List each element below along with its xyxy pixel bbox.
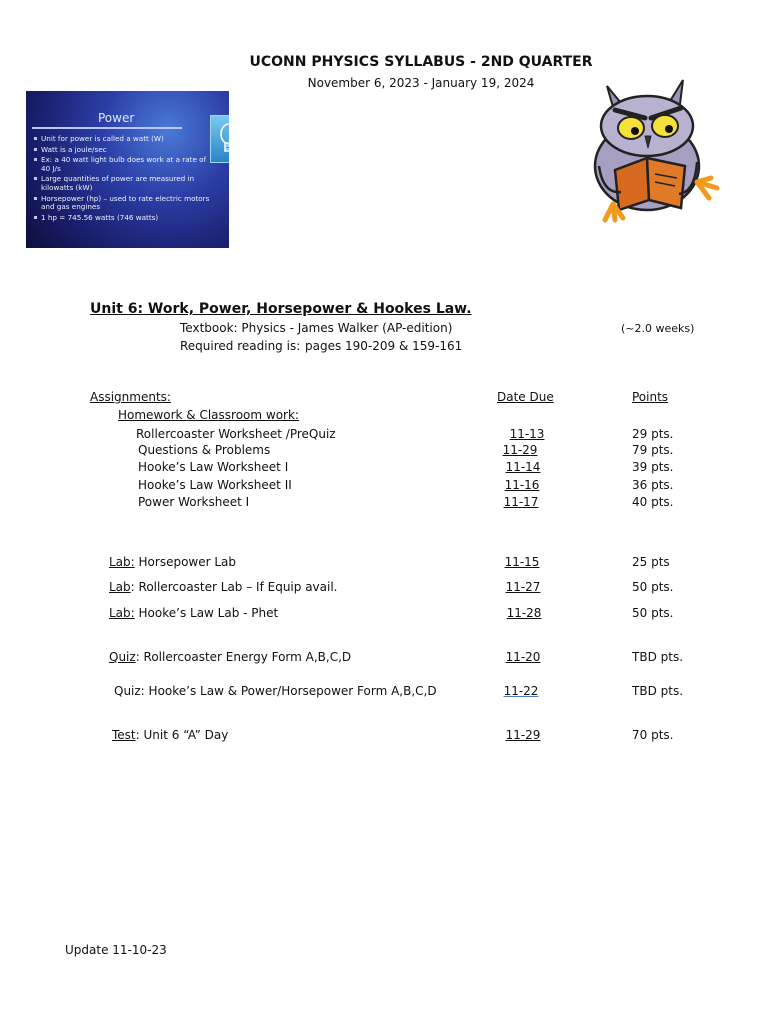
assignment-name: Hooke’s Law Worksheet I bbox=[138, 460, 289, 474]
slide-bullet: Horsepower (hp) – used to rate electric motors and gas engines bbox=[34, 195, 212, 212]
unit-title: Unit 6: Work, Power, Horsepower & Hookes Law. bbox=[90, 301, 472, 317]
slide-divider bbox=[32, 127, 182, 129]
date-due-header: Date Due bbox=[497, 390, 554, 404]
assignment-due: 11-29 bbox=[502, 443, 538, 457]
assignment-points: 29 pts. bbox=[632, 427, 674, 441]
assignment-name: Hooke’s Law Worksheet II bbox=[138, 478, 292, 492]
assignment-name: Power Worksheet I bbox=[138, 495, 250, 509]
unit-duration: (~2.0 weeks) bbox=[621, 322, 695, 335]
test-due: 11-29 bbox=[505, 728, 541, 742]
quiz-name: : Rollercoaster Energy Form A,B,C,D bbox=[135, 650, 352, 664]
lab-due: 11-15 bbox=[504, 555, 540, 569]
test-name: : Unit 6 “A” Day bbox=[135, 728, 229, 742]
assignment-points: 36 pts. bbox=[632, 478, 674, 492]
assignment-points: 79 pts. bbox=[632, 443, 674, 457]
required-reading-label: Required reading is: bbox=[180, 339, 301, 353]
test-points: 70 pts. bbox=[632, 728, 674, 742]
quiz-due: 11-22 bbox=[503, 684, 539, 698]
required-reading-pages: pages 190-209 & 159-161 bbox=[305, 339, 463, 353]
lab-name: Hooke’s Law Lab - Phet bbox=[134, 606, 279, 620]
lab-kind: Lab: bbox=[109, 555, 135, 569]
assignment-due: 11-13 bbox=[509, 427, 545, 441]
test-item bbox=[112, 728, 228, 742]
lab-name: Horsepower Lab bbox=[134, 555, 237, 569]
quiz-points: TBD pts. bbox=[632, 684, 684, 698]
lab-due: 11-27 bbox=[505, 580, 541, 594]
lab-item bbox=[109, 555, 236, 569]
textbook-line: Textbook: Physics - James Walker (AP-edition) bbox=[180, 321, 453, 335]
assignment-due: 11-17 bbox=[503, 495, 539, 509]
lab-points: 50 pts. bbox=[632, 580, 674, 594]
assignments-header: Assignments: bbox=[90, 390, 171, 404]
quiz-kind: Quiz bbox=[109, 650, 136, 664]
slide-bullet: Large quantities of power are measured in kilowatts (kW) bbox=[34, 175, 212, 192]
page-title: UCONN PHYSICS SYLLABUS - 2ND QUARTER bbox=[249, 54, 593, 70]
assignment-name: Rollercoaster Worksheet /PreQuiz bbox=[136, 427, 336, 441]
lab-name: : Rollercoaster Lab – If Equip avail. bbox=[130, 580, 338, 594]
slide-bullet: Watt is a joule/sec bbox=[34, 146, 212, 155]
quiz-due: 11-20 bbox=[505, 650, 541, 664]
light-bulb-icon bbox=[210, 115, 229, 163]
lab-item bbox=[109, 580, 337, 594]
slide-bullet: Ex: a 40 watt light bulb does work at a rate of 40 J/s bbox=[34, 156, 212, 173]
homework-label: Homework & Classroom work: bbox=[118, 408, 299, 422]
assignment-points: 40 pts. bbox=[632, 495, 674, 509]
assignment-due: 11-14 bbox=[505, 460, 541, 474]
lab-kind: Lab bbox=[109, 580, 131, 594]
slide-title: Power bbox=[98, 111, 135, 125]
quiz-points: TBD pts. bbox=[632, 650, 684, 664]
slide-bullet: Unit for power is called a watt (W) bbox=[34, 135, 212, 144]
update-note: Update 11-10-23 bbox=[65, 943, 167, 957]
assignment-name: Questions & Problems bbox=[138, 443, 271, 457]
power-slide-image bbox=[26, 91, 229, 248]
quiz-item bbox=[114, 684, 437, 698]
quiz-item bbox=[109, 650, 351, 664]
slide-bullet-list bbox=[34, 135, 212, 224]
lab-points: 25 pts bbox=[632, 555, 670, 569]
owl-reading-book-icon bbox=[585, 74, 725, 224]
slide-bullet: 1 hp = 745.56 watts (746 watts) bbox=[34, 214, 212, 223]
assignment-due: 11-16 bbox=[504, 478, 540, 492]
lab-item bbox=[109, 606, 278, 620]
lab-points: 50 pts. bbox=[632, 606, 674, 620]
assignment-points: 39 pts. bbox=[632, 460, 674, 474]
quiz-name: Quiz: Hooke’s Law & Power/Horsepower Form A,B,C,D bbox=[114, 684, 437, 698]
quarter-dates: November 6, 2023 - January 19, 2024 bbox=[307, 76, 535, 90]
lab-due: 11-28 bbox=[506, 606, 542, 620]
test-kind: Test bbox=[112, 728, 136, 742]
lab-kind: Lab: bbox=[109, 606, 135, 620]
points-header: Points bbox=[632, 390, 669, 404]
